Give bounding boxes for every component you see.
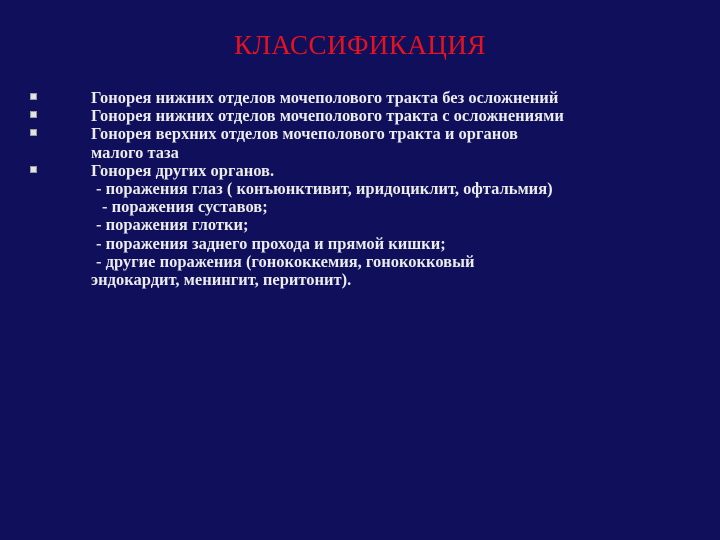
sub-item: - поражения глаз ( конъюнктивит, иридоциклит, офтальмия) bbox=[96, 179, 553, 199]
square-bullet-icon bbox=[30, 129, 37, 136]
sub-item: - другие поражения (гонококкемия, гонококковый bbox=[96, 251, 475, 271]
list-item bbox=[30, 107, 690, 125]
square-bullet-icon bbox=[30, 111, 37, 118]
sub-item: - поражения глотки; bbox=[96, 215, 249, 235]
square-bullet-icon bbox=[30, 166, 37, 173]
square-bullet-icon bbox=[30, 93, 37, 100]
list-item bbox=[30, 125, 690, 161]
sub-item-continuation: эндокардит, менингит, перитонит). bbox=[91, 270, 352, 290]
list-item-text-continuation: малого таза bbox=[91, 142, 179, 162]
sub-item: - поражения суставов; bbox=[102, 197, 268, 217]
list-item bbox=[30, 162, 690, 180]
list-item-text: Гонорея других органов. bbox=[91, 160, 275, 180]
classification-list bbox=[30, 89, 690, 289]
list-item-text: Гонорея нижних отделов мочеполового тракта с осложнениями bbox=[91, 106, 564, 126]
list-item-text: Гонорея верхних отделов мочеполового тракта и органов bbox=[91, 124, 518, 144]
list-item bbox=[30, 89, 690, 107]
sub-item: - поражения заднего прохода и прямой кишки; bbox=[96, 233, 446, 253]
list-item-text: Гонорея нижних отделов мочеполового тракта без осложнений bbox=[91, 88, 559, 107]
slide-title: КЛАССИФИКАЦИЯ bbox=[234, 30, 486, 60]
